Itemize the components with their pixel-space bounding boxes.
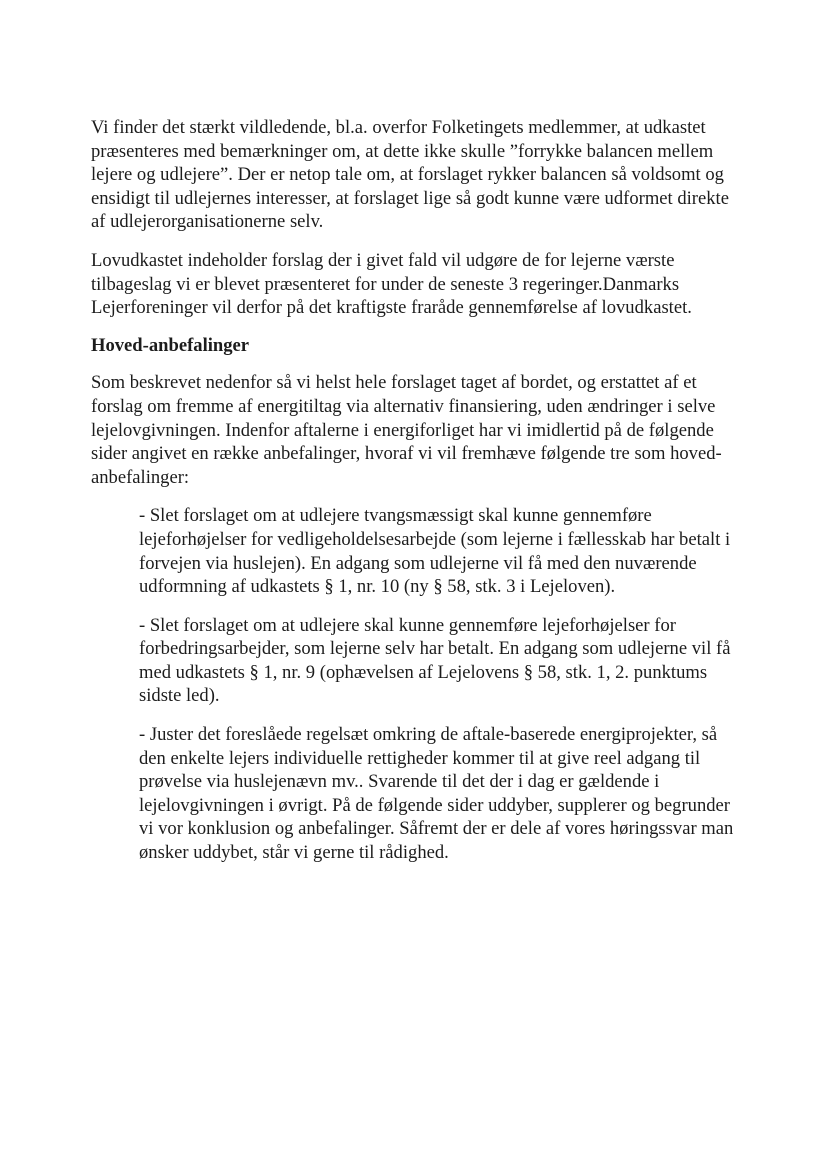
recommendation-item: - Slet forslaget om at udlejere tvangsmæssigt skal kunne gennemføre lejeforhøjelser for vedligeholdelsesarbejde (som lejerne i fællesskab har betalt i forvejen via huslejen). En adgang som udlejerne vil få med den nuværende udformning af udkastets § 1, nr. 10 (ny § 58, stk. 3 i Lejeloven). <box>139 505 731 598</box>
paragraph-misleading-remarks: Vi finder det stærkt vildledende, bl.a. overfor Folketingets medlemmer, at udkastet præsenteres med bemærkninger om, at dette ikke skulle ”forrykke balancen mellem lejere og udlejere”. Der er netop tale om, at forslaget rykker balancen så voldsomt og ensidigt til udlejernes interesser, at forslaget lige så godt kunne være udformet direkte af udlejerorganisationerne selv. <box>91 117 729 233</box>
section-heading: Hoved-anbefalinger <box>91 334 250 356</box>
document-body <box>91 116 741 880</box>
paragraph-draft-setbacks: Lovudkastet indeholder forslag der i givet fald vil udgøre de for lejerne værste tilbageslag vi er blevet præsenteret for under de seneste 3 regeringer.Danmarks Lejerforeninger vil derfor på det kraftigste fraråde gennemførelse af lovudkastet. <box>91 249 692 319</box>
recommendation-item: - Juster det foreslåede regelsæt omkring de aftale-baserede energiprojekter, så den enkelte lejers individuelle rettigheder kommer til at give reel adgang til prøvelse via huslejenævn mv.. Svarende til det der i dag er gældende i lejelovgivningen i øvrigt. På de følgende sider uddyber, supplerer og begrunder vi vor konklusion og anbefalinger. Såfremt der er dele af vores høringssvar man ønsker uddybet, står vi gerne til rådighed. <box>139 724 734 864</box>
paragraph-recommendations-intro: Som beskrevet nedenfor så vi helst hele forslaget taget af bordet, og erstattet af et forslag om fremme af energitiltag via alternativ finansiering, uden ændringer i selve lejelovgivningen. Indenfor aftalerne i energiforliget har vi imidlertid på de følgende sider angivet en række anbefalinger, hvoraf vi vil fremhæve følgende tre som hoved-anbefalinger: <box>91 372 722 488</box>
recommendations-list <box>91 504 741 864</box>
recommendation-item: - Slet forslaget om at udlejere skal kunne gennemføre lejeforhøjelser for forbedringsarbejder, som lejerne selv har betalt. En adgang som udlejerne vil få med udkastets § 1, nr. 9 (ophævelsen af Lejelovens § 58, stk. 1, 2. punktums sidste led). <box>139 614 731 707</box>
